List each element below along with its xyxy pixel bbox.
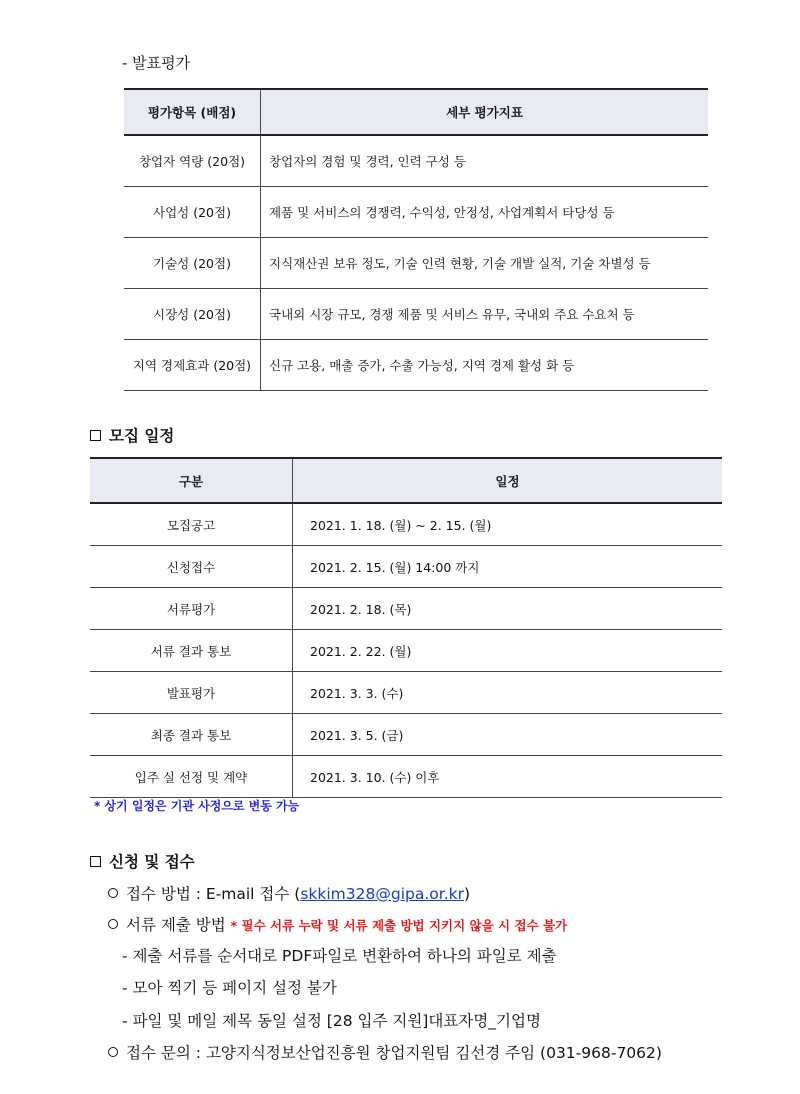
- column-header: 일정: [293, 458, 723, 503]
- schedule-note: * 상기 일정은 기관 사정으로 변동 가능: [94, 799, 300, 813]
- date-cell: 2021. 2. 15. (월) 14:00 까지: [293, 546, 723, 588]
- submit-method-line: [108, 913, 567, 935]
- submit-instruction: - 제출 서류를 순서대로 PDF파일로 변환하여 하나의 파일로 제출: [122, 947, 557, 965]
- date-cell: 2021. 2. 18. (목): [293, 588, 723, 630]
- square-bullet-icon: [90, 856, 101, 867]
- table-row: [124, 289, 708, 340]
- submit-instruction: - 모아 찍기 등 페이지 설정 불가: [122, 979, 337, 997]
- schedule-heading: [90, 424, 174, 446]
- criterion-cell: 지역 경제효과 (20점): [124, 340, 261, 391]
- table-row: [90, 756, 722, 798]
- detail-cell: 신규 고용, 매출 증가, 수출 가능성, 지역 경제 활성 화 등: [261, 340, 709, 391]
- table-header-row: [90, 458, 722, 503]
- detail-cell: 창업자의 경험 및 경력, 인력 구성 등: [261, 135, 709, 187]
- table-row: [90, 714, 722, 756]
- date-cell: 2021. 1. 18. (월) ~ 2. 15. (월): [293, 503, 723, 546]
- table-header-row: [124, 89, 708, 135]
- apply-heading: [90, 850, 195, 872]
- date-cell: 2021. 2. 22. (월): [293, 630, 723, 672]
- criterion-cell: 사업성 (20점): [124, 187, 261, 238]
- detail-cell: 지식재산권 보유 정도, 기술 인력 현황, 기술 개발 실적, 기술 차별성 등: [261, 238, 709, 289]
- apply-method-label: 접수 방법 : E-mail 접수 (: [126, 885, 301, 903]
- circle-bullet-icon: [108, 919, 118, 929]
- stage-cell: 서류 결과 통보: [90, 630, 293, 672]
- criterion-cell: 시장성 (20점): [124, 289, 261, 340]
- table-row: [90, 503, 722, 546]
- table-row: [124, 135, 708, 187]
- table-row: [90, 546, 722, 588]
- detail-cell: 제품 및 서비스의 경쟁력, 수익성, 안정성, 사업계획서 타당성 등: [261, 187, 709, 238]
- criterion-cell: 창업자 역량 (20점): [124, 135, 261, 187]
- stage-cell: 최종 결과 통보: [90, 714, 293, 756]
- apply-method-line: [108, 882, 470, 904]
- date-cell: 2021. 3. 3. (수): [293, 672, 723, 714]
- stage-cell: 서류평가: [90, 588, 293, 630]
- schedule-heading-text: 모집 일정: [109, 427, 175, 445]
- stage-cell: 신청접수: [90, 546, 293, 588]
- column-header: 세부 평가지표: [261, 89, 709, 135]
- stage-cell: 입주 실 선정 및 계약: [90, 756, 293, 798]
- schedule-table: [90, 457, 722, 798]
- contact-line: [108, 1041, 662, 1063]
- circle-bullet-icon: [108, 1047, 118, 1057]
- apply-method-close: ): [463, 885, 471, 903]
- presentation-evaluation-table: [124, 88, 708, 391]
- date-cell: 2021. 3. 10. (수) 이후: [293, 756, 723, 798]
- circle-bullet-icon: [108, 888, 118, 898]
- stage-cell: 발표평가: [90, 672, 293, 714]
- stage-cell: 모집공고: [90, 503, 293, 546]
- table-row: [124, 187, 708, 238]
- table-row: [124, 238, 708, 289]
- submit-instruction: - 파일 및 메일 제목 동일 설정 [28 입주 지원]대표자명_기업명: [122, 1012, 541, 1030]
- apply-heading-text: 신청 및 접수: [109, 853, 195, 871]
- detail-cell: 국내외 시장 규모, 경쟁 제품 및 서비스 유무, 국내외 주요 수요처 등: [261, 289, 709, 340]
- date-cell: 2021. 3. 5. (금): [293, 714, 723, 756]
- square-bullet-icon: [90, 430, 101, 441]
- table-row: [90, 588, 722, 630]
- submit-warning: * 필수 서류 누락 및 서류 제출 방법 지키지 않을 시 접수 불가: [230, 918, 568, 933]
- presentation-subtitle: - 발표평가: [122, 54, 191, 72]
- criterion-cell: 기술성 (20점): [124, 238, 261, 289]
- contact-text: 접수 문의 : 고양지식정보산업진흥원 창업지원팀 김선경 주임 (031-968-7062): [126, 1044, 662, 1062]
- table-row: [90, 672, 722, 714]
- column-header: 평가항목 (배점): [124, 89, 261, 135]
- column-header: 구분: [90, 458, 293, 503]
- table-row: [90, 630, 722, 672]
- submit-method-label: 서류 제출 방법: [126, 916, 226, 934]
- email-link[interactable]: skkim328@gipa.or.kr: [300, 885, 464, 903]
- table-row: [124, 340, 708, 391]
